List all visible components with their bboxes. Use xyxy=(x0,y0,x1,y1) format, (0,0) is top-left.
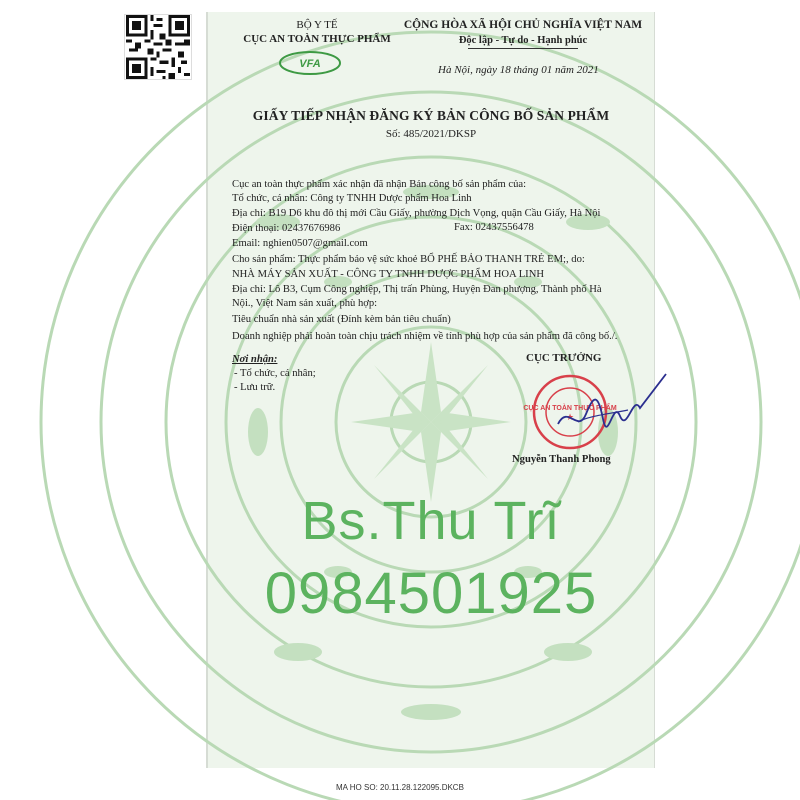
manufacturer-address-line-2: Nội., Việt Nam sản xuất, phù hợp: xyxy=(232,298,378,309)
recipient-item: - Tổ chức, cá nhân; xyxy=(234,368,316,379)
signer-role: CỤC TRƯỞNG xyxy=(526,352,602,364)
document-number: Số: 485/2021/DKSP xyxy=(385,128,477,140)
vfa-logo xyxy=(274,50,346,76)
responsibility-line: Doanh nghiệp phải hoàn toàn chịu trách nhiệm về tính phù hợp của sản phẩm đã công bố./. xyxy=(232,331,618,342)
product-line: Cho sản phẩm: Thực phẩm bảo vệ sức khoẻ BỔ PHẾ BẢO THANH TRẺ EM;, do: xyxy=(232,254,585,265)
manufacturer-address-line-1: Địa chỉ: Lô B3, Cụm Công nghiệp, Thị trấn Phùng, Huyện Đan phượng, Thành phố Hà xyxy=(232,284,602,295)
handwritten-signature xyxy=(548,364,668,444)
signer-name: Nguyễn Thanh Phong xyxy=(512,454,611,465)
qr-code xyxy=(124,14,192,80)
agency-name: CỤC AN TOÀN THỰC PHẨM xyxy=(243,33,391,45)
standard-line: Tiêu chuẩn nhà sản xuất (Đính kèm bản tiêu chuẩn) xyxy=(232,314,451,325)
manufacturer-line: NHÀ MÁY SẢN XUẤT - CÔNG TY TNHH DƯỢC PHẨM HOA LINH xyxy=(232,269,545,280)
email-line: Email: nghien0507@gmail.com xyxy=(232,238,368,249)
qr-code-icon xyxy=(125,15,191,79)
stamp-star-icon: ★ xyxy=(565,412,575,422)
ministry-name: BỘ Y TẾ xyxy=(296,19,338,31)
country-name: CỘNG HÒA XÃ HỘI CHỦ NGHĨA VIỆT NAM xyxy=(403,19,643,31)
motto-underline xyxy=(468,48,578,49)
watermark-name: Bs.Thu Trĩ xyxy=(301,491,561,551)
stamp-text: CỤC AN TOÀN THỰC PHẨM xyxy=(523,405,617,412)
phone-line: Điện thoại: 02437676986 xyxy=(232,223,341,234)
issue-date: Hà Nội, ngày 18 tháng 01 năm 2021 xyxy=(438,64,599,76)
fax-line: Fax: 02437556478 xyxy=(454,222,534,233)
organization-line: Tổ chức, cá nhân: Công ty TNHH Dược phẩm Hoa Linh xyxy=(232,193,472,204)
watermark-phone: 0984501925 xyxy=(264,561,598,626)
national-motto: Độc lập - Tự do - Hạnh phúc xyxy=(458,35,588,46)
certificate-document xyxy=(206,12,655,768)
intro-text: Cục an toàn thực phẩm xác nhận đã nhận Bản công bố sản phẩm của: xyxy=(232,179,527,190)
recipient-item: - Lưu trữ. xyxy=(234,382,276,393)
issuing-agency xyxy=(222,18,412,46)
address-line: Địa chỉ: B19 D6 khu đô thị mới Cầu Giấy, phường Dịch Vọng, quận Cầu Giấy, Hà Nội xyxy=(232,208,601,219)
document-title: GIẤY TIẾP NHẬN ĐĂNG KÝ BẢN CÔNG BỐ SẢN PHẨM xyxy=(252,108,610,123)
recipients-title: Nơi nhận: xyxy=(232,354,278,365)
svg-text:VFA: VFA xyxy=(299,58,321,70)
file-code-footer: MA HO SO: 20.11.28.122095.DKCB xyxy=(336,783,464,792)
national-header xyxy=(398,18,648,49)
